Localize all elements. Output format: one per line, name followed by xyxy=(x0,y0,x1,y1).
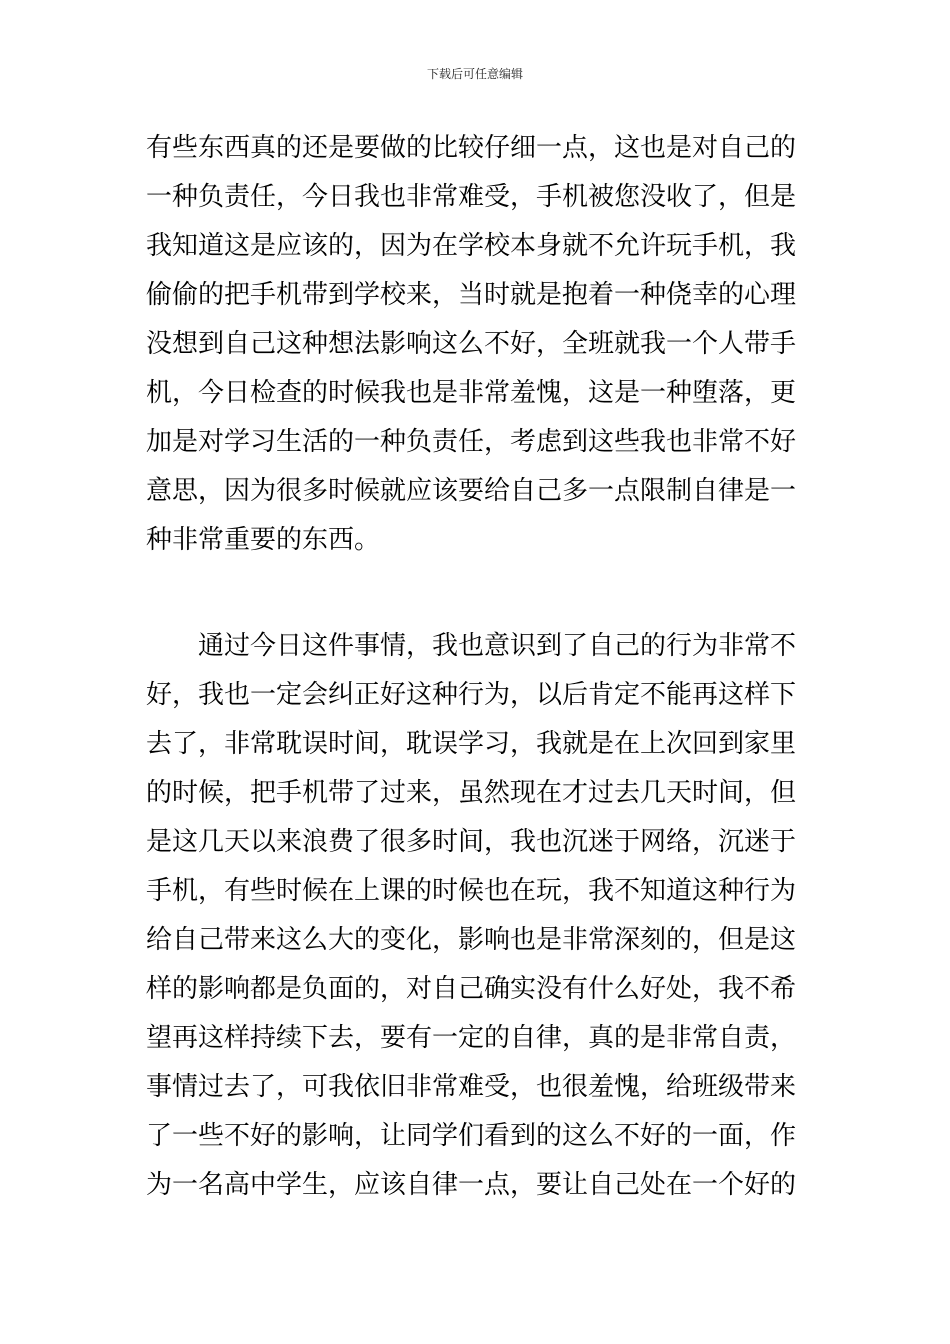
paragraph-line: 种非常重要的东西。 xyxy=(146,525,381,555)
paragraph-line: 样的影响都是负面的，对自己确实没有什么好处，我不希 xyxy=(146,974,797,1004)
paragraph-line: 手机，有些时候在上课的时候也在玩，我不知道这种行为 xyxy=(146,876,797,906)
paragraph-line: 给自己带来这么大的变化，影响也是非常深刻的，但是这 xyxy=(146,925,797,955)
paragraph-line: 我知道这是应该的，因为在学校本身就不允许玩手机，我 xyxy=(146,231,797,261)
paragraph-line: 去了，非常耽误时间，耽误学习，我就是在上次回到家里 xyxy=(146,729,797,759)
paragraph-line: 望再这样持续下去，要有一定的自律，真的是非常自责， xyxy=(146,1023,797,1053)
page-header-note: 下载后可任意编辑 xyxy=(426,67,523,81)
paragraph-line: 好，我也一定会纠正好这种行为，以后肯定不能再这样下 xyxy=(146,680,797,710)
paragraph-line: 通过今日这件事情，我也意识到了自己的行为非常不 xyxy=(198,631,797,661)
paragraph-line: 是这几天以来浪费了很多时间，我也沉迷于网络，沉迷于 xyxy=(146,827,797,857)
paragraph-line: 的时候，把手机带了过来，虽然现在才过去几天时间，但 xyxy=(146,778,797,808)
paragraph-line: 一种负责任，今日我也非常难受，手机被您没收了，但是 xyxy=(146,182,797,212)
paragraph-line: 加是对学习生活的一种负责任，考虑到这些我也非常不好 xyxy=(146,427,797,457)
paragraph-line: 事情过去了，可我依旧非常难受，也很羞愧，给班级带来 xyxy=(146,1072,797,1102)
paragraph-line: 机，今日检查的时候我也是非常羞愧，这是一种堕落，更 xyxy=(146,378,797,408)
paragraph-line: 有些东西真的还是要做的比较仔细一点，这也是对自己的 xyxy=(146,133,797,163)
paragraph-line: 了一些不好的影响，让同学们看到的这么不好的一面，作 xyxy=(146,1121,797,1151)
paragraph-line: 没想到自己这种想法影响这么不好，全班就我一个人带手 xyxy=(146,329,797,359)
paragraph-line: 偷偷的把手机带到学校来，当时就是抱着一种侥幸的心理 xyxy=(146,280,797,310)
paragraph-line: 为一名高中学生，应该自律一点，要让自己处在一个好的 xyxy=(146,1170,797,1200)
paragraph-line: 意思，因为很多时候就应该要给自己多一点限制自律是一 xyxy=(146,476,797,506)
